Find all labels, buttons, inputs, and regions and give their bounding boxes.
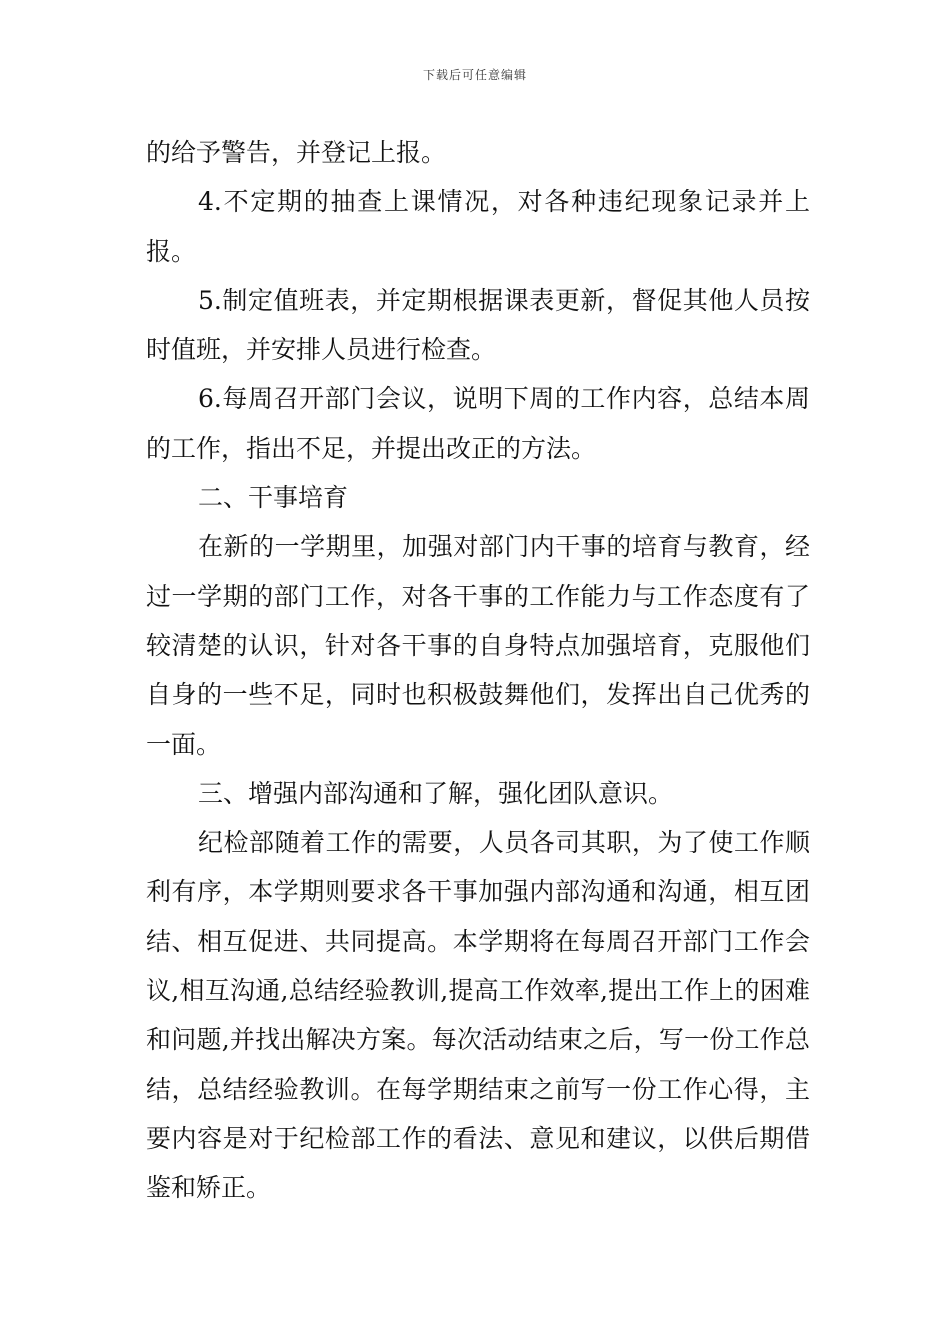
paragraph-internal-communication: 纪检部随着工作的需要，人员各司其职，为了使工作顺利有序，本学期则要求各干事加强内部沟通和沟通，相互团结、相互促进、共同提高。本学期将在每周召开部门工作会议,相互沟通,总结经验教训,提高工作效率,提出工作上的困难和问题,并找出解决方案。每次活动结束之后，写一份工作总结，总结经验教训。在每学期结束之前写一份工作心得，主要内容是对于纪检部工作的看法、意见和建议，以供后期借鉴和矫正。 [146, 828, 810, 1203]
paragraph-item-5: 5.制定值班表，并定期根据课表更新，督促其他人员按时值班，并安排人员进行检查。 [146, 285, 810, 365]
paragraph-continuation: 的给予警告，并登记上报。 [146, 138, 447, 167]
paragraph-item-6: 6.每周召开部门会议，说明下周的工作内容，总结本周的工作，指出不足，并提出改正的方法。 [146, 384, 810, 463]
paragraph-item-4: 4.不定期的抽查上课情况，对各种违纪现象记录并上报。 [146, 187, 810, 266]
header-note: 下载后可任意编辑 [422, 68, 527, 82]
paragraph-staff-training: 在新的一学期里，加强对部门内干事的培育与教育，经过一学期的部门工作，对各干事的工作能力与工作态度有了较清楚的认识，针对各干事的自身特点加强培育，克服他们自身的一些不足，同时也积极鼓舞他们，发挥出自己优秀的一面。 [146, 532, 810, 759]
section-heading-3: 三、增强内部沟通和了解，强化团队意识。 [198, 778, 674, 808]
document-body [146, 128, 810, 1213]
section-heading-2: 二、干事培育 [198, 483, 349, 513]
